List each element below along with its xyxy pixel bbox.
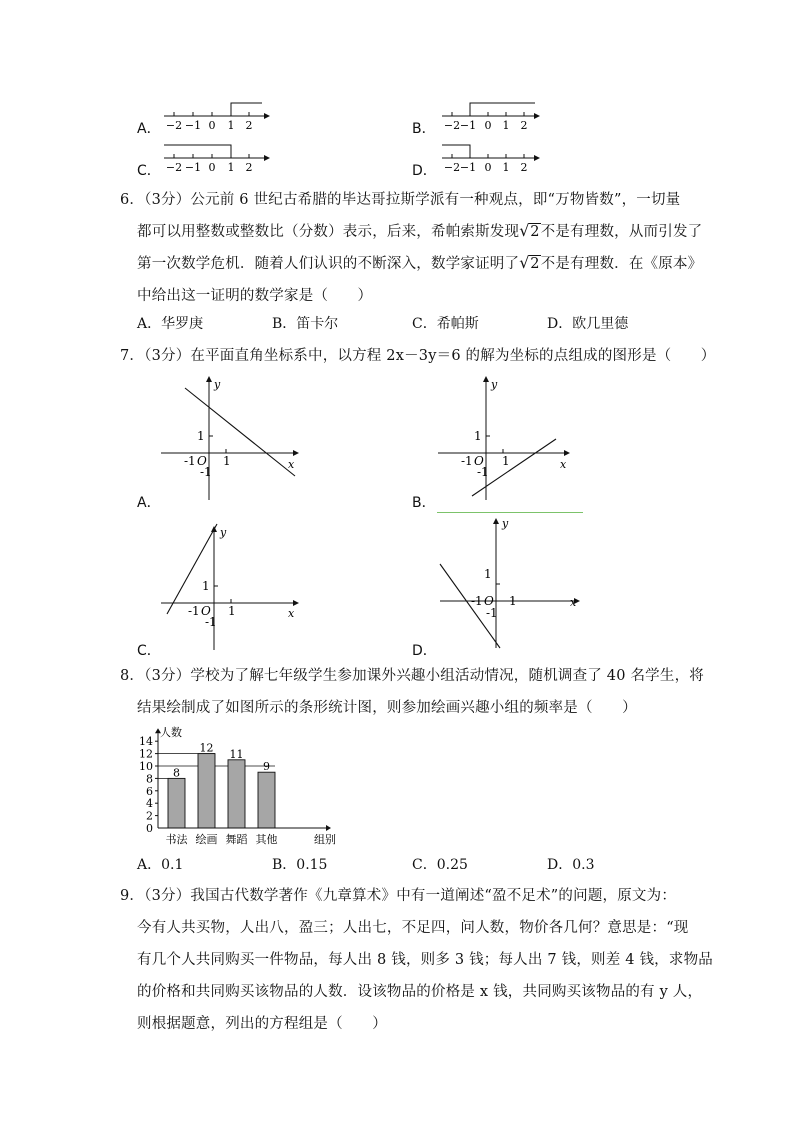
- category-label: 绘画: [195, 833, 218, 846]
- q9-line5: 则根据题意，列出的方程组是（ ）: [137, 1016, 387, 1032]
- tick-label: 1: [502, 119, 510, 132]
- y-axis-label: y: [491, 378, 498, 391]
- q6-line3-b: 不是有理数．在《原本》: [540, 256, 703, 272]
- bar-value-label: 12: [199, 741, 214, 755]
- tick-1-x: 1: [509, 594, 517, 608]
- q9-line1: 9．（3分）我国古代数学著作《九章算术》中有一道阐述“盈不足术”的问题，原文为：: [120, 888, 677, 904]
- category-label: 其他: [255, 833, 278, 846]
- q7-stem: 7．（3分）在平面直角坐标系中，以方程 2x－3y＝6 的解为坐标的点组成的图形是（ ）: [120, 348, 716, 364]
- tick-label: −2: [443, 119, 461, 132]
- q7-option-c-label: C．: [137, 643, 161, 659]
- y-axis-label: y: [220, 526, 227, 539]
- tick-1-x: 1: [502, 454, 510, 468]
- tick-neg1-x: -1: [188, 604, 200, 618]
- tick-neg1-y: -1: [200, 465, 212, 479]
- tick-label: −1: [184, 119, 202, 132]
- q5-option-b-label: B．: [412, 121, 436, 137]
- sqrt-2: √ 2: [519, 253, 540, 272]
- q5-option-b-number-line: [438, 100, 548, 132]
- bar-value-label: 8: [173, 766, 180, 780]
- bar: [168, 778, 185, 828]
- q6-line4: 中给出这一证明的数学家是（ ）: [137, 288, 373, 304]
- y-tick-label: 4: [146, 797, 153, 811]
- q6-line1: 6．（3分）公元前 6 世纪古希腊的毕达哥拉斯学派有一种观点，即“万物皆数”，一切量: [120, 192, 681, 208]
- q6-option-b: B．笛卡尔: [272, 316, 339, 332]
- origin-label: O: [484, 594, 494, 608]
- q5-option-a-label: A．: [137, 121, 161, 137]
- tick-label: −2: [165, 161, 183, 174]
- tick-label: −1: [459, 119, 477, 132]
- tick-label: 0: [484, 119, 492, 132]
- x-axis-arrow: [326, 825, 331, 831]
- y-axis-title: 人数: [160, 726, 182, 739]
- tick-label: −2: [165, 119, 183, 132]
- q7-option-d-label: D．: [412, 643, 437, 659]
- x-axis-title: 组别: [314, 833, 336, 846]
- tick-neg1-x: -1: [461, 454, 473, 468]
- y-tick-label: 12: [139, 747, 153, 761]
- tick-1-x: 1: [228, 604, 236, 618]
- bar: [198, 754, 215, 828]
- tick-label: 1: [227, 161, 235, 174]
- tick-label: −1: [184, 161, 202, 174]
- tick-1-y: 1: [474, 429, 482, 443]
- q7-option-b-label: B．: [412, 495, 436, 511]
- tick-1-x: 1: [223, 454, 231, 468]
- category-label: 舞蹈: [225, 833, 248, 846]
- green-divider: [437, 512, 583, 513]
- tick-label: 0: [484, 161, 492, 174]
- q6-line3-a: 第一次数学危机．随着人们认识的不断深入，数学家证明了: [137, 256, 520, 272]
- tick-label: 1: [502, 161, 510, 174]
- y-tick-label: 14: [139, 735, 153, 749]
- x-axis-label: x: [288, 458, 295, 471]
- q6-option-c: C．希帕斯: [412, 316, 479, 332]
- q9-line4: 的价格和共同购买该物品的人数．设该物品的价格是 x 钱，共同购买该物品的有 y 人，: [137, 984, 703, 1000]
- q6-line3: [137, 252, 702, 273]
- y-tick-label: 10: [139, 760, 153, 773]
- q8-option-c: C．0.25: [412, 857, 468, 873]
- x-axis-label: x: [288, 607, 295, 620]
- tick-label: 0: [208, 119, 216, 132]
- q8-option-a: A．0.1: [137, 857, 184, 873]
- q8-line2: 结果绘制成了如图所示的条形统计图，则参加绘画兴趣小组的频率是（ ）: [137, 700, 637, 716]
- tick-label: 2: [520, 119, 528, 132]
- y-axis-label: y: [214, 378, 221, 391]
- sqrt-2: √ 2: [519, 221, 540, 240]
- y-tick-label: 2: [146, 809, 153, 823]
- tick-neg1-y: -1: [477, 465, 489, 479]
- q8-line1: 8．（3分）学校为了解七年级学生参加课外兴趣小组活动情况，随机调查了 40 名学生，将: [120, 668, 704, 684]
- bar-value-label: 11: [229, 747, 244, 761]
- q6-line2-a: 都可以用整数或整数比（分数）表示，后来，希帕索斯发现: [137, 224, 520, 240]
- q8-bar-chart: [130, 724, 350, 846]
- tick-1-y: 1: [484, 567, 492, 581]
- tick-label: −2: [443, 161, 461, 174]
- q5-option-c-label: C．: [137, 163, 161, 179]
- tick-label: −1: [459, 161, 477, 174]
- radicand: 2: [530, 224, 540, 240]
- q9-line2: 今有人共买物，人出八，盈三；人出七，不足四，问人数，物价各几何？意思是：“现: [137, 920, 689, 936]
- q7-graph-c: [155, 520, 305, 652]
- y-axis-label: y: [502, 517, 509, 530]
- x-axis-label: x: [560, 458, 567, 471]
- q5-option-d-label: D．: [412, 163, 437, 179]
- q7-option-a-label: A．: [137, 495, 161, 511]
- tick-1-y: 1: [202, 579, 210, 593]
- tick-label: 2: [520, 161, 528, 174]
- x-axis-label: x: [570, 596, 577, 609]
- q6-line2: [137, 220, 702, 241]
- q7-graph-a: [155, 372, 305, 502]
- q6-line2-b: 不是有理数，从而引发了: [540, 224, 703, 240]
- q5-option-d-number-line: [438, 142, 548, 174]
- q7-graph-d: [434, 514, 584, 650]
- category-label: 书法: [165, 833, 188, 846]
- tick-neg1-y: -1: [205, 615, 217, 629]
- q5-option-a-number-line: [160, 100, 270, 132]
- tick-label: 2: [245, 119, 253, 132]
- q6-option-a: A．华罗庚: [137, 316, 204, 332]
- q8-option-b: B．0.15: [272, 857, 328, 873]
- tick-1-y: 1: [197, 429, 205, 443]
- radicand: 2: [530, 256, 540, 272]
- tick-label: 2: [245, 161, 253, 174]
- q6-option-d: D．欧几里德: [547, 316, 629, 332]
- y-tick-label: 8: [146, 772, 153, 786]
- origin-label: O: [197, 454, 207, 468]
- tick-neg1-x: -1: [184, 454, 196, 468]
- q5-option-c-number-line: [160, 142, 270, 174]
- tick-neg1-y: -1: [486, 606, 498, 620]
- tick-label: 1: [227, 119, 235, 132]
- bar-value-label: 9: [263, 760, 270, 774]
- origin-label: O: [474, 454, 484, 468]
- tick-label: 0: [208, 161, 216, 174]
- q8-option-d: D．0.3: [547, 857, 595, 873]
- bar: [228, 760, 245, 828]
- y-tick-label: 0: [146, 822, 153, 835]
- q9-line3: 有几个人共同购买一件物品，每人出 8 钱，则多 3 钱；每人出 7 钱，则差 4 钱，求物品: [137, 952, 713, 968]
- tick-neg1-x: -1: [471, 594, 483, 608]
- q7-graph-b: [432, 372, 582, 502]
- bar: [258, 772, 275, 828]
- origin-label: O: [201, 604, 211, 618]
- y-tick-label: 6: [146, 784, 153, 798]
